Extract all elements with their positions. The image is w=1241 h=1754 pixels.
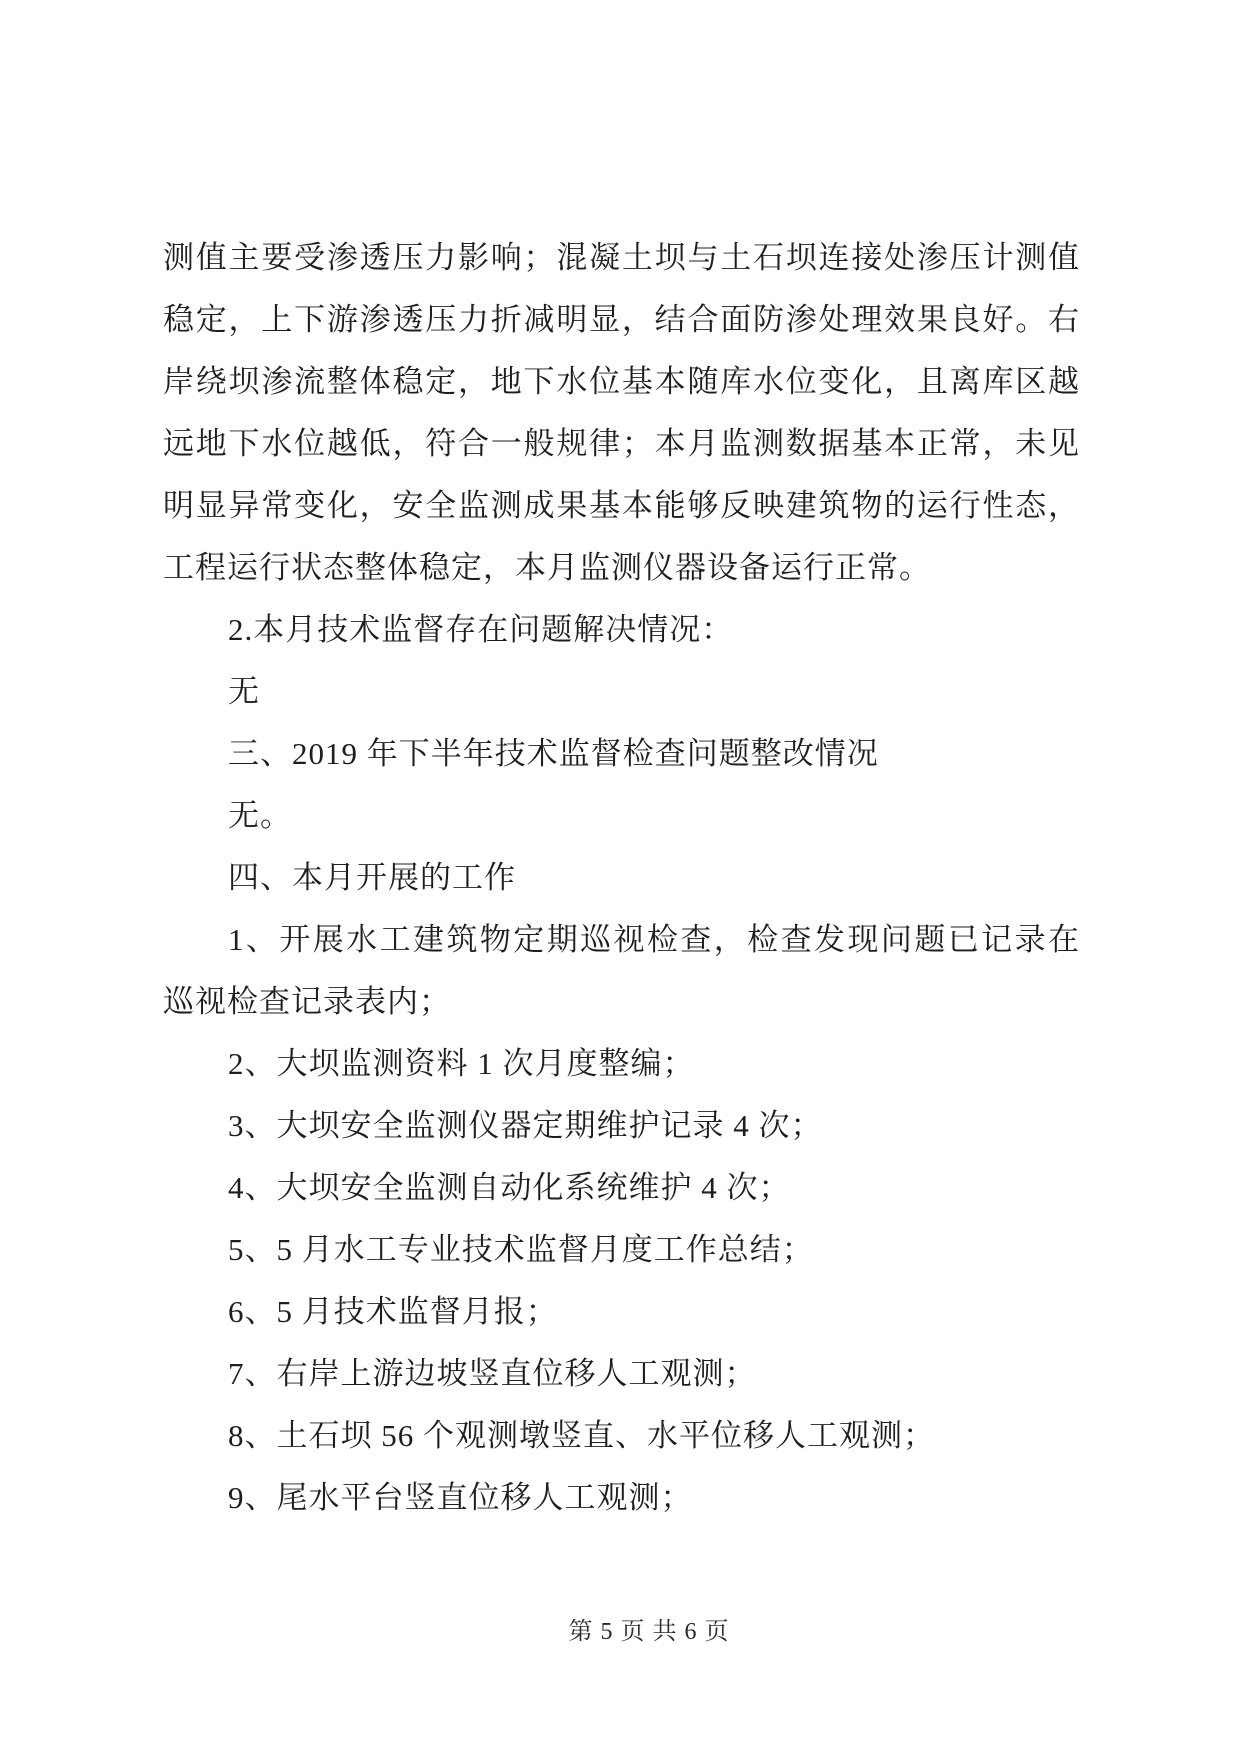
- text-line: 8、土石坝 56 个观测墩竖直、水平位移人工观测；: [228, 1418, 935, 1453]
- text-line: 工程运行状态整体稳定，本月监测仪器设备运行正常。: [163, 550, 931, 585]
- text-line: 无: [228, 674, 260, 709]
- text-line: 4、大坝安全监测自动化系统维护 4 次；: [228, 1170, 791, 1205]
- text-line: 9、尾水平台竖直位移人工观测；: [228, 1480, 693, 1515]
- text-line: 3、大坝安全监测仪器定期维护记录 4 次；: [228, 1108, 823, 1143]
- text-line: 明显异常变化，安全监测成果基本能够反映建筑物的运行性态，: [163, 488, 1080, 523]
- text-line: 远地下水位越低，符合一般规律；本月监测数据基本正常，未见: [163, 426, 1080, 461]
- document-text-block: [163, 227, 1080, 1529]
- text-line: 三、2019 年下半年技术监督检查问题整改情况: [228, 736, 879, 771]
- page-footer: [163, 1608, 1080, 1656]
- text-line: 巡视检查记录表内；: [163, 984, 451, 1019]
- text-line: 稳定，上下游渗透压力折减明显，结合面防渗处理效果良好。右: [163, 302, 1080, 337]
- text-line: 5、5 月水工专业技术监督月度工作总结；: [228, 1232, 814, 1267]
- text-line: 7、右岸上游边坡竖直位移人工观测；: [228, 1356, 757, 1391]
- text-line: 无。: [228, 798, 292, 833]
- text-line: 岸绕坝渗流整体稳定，地下水位基本随库水位变化，且离库区越: [163, 364, 1080, 399]
- text-line: 四、本月开展的工作: [228, 860, 516, 895]
- text-line: 2.本月技术监督存在问题解决情况：: [228, 612, 734, 647]
- text-line: 2、大坝监测资料 1 次月度整编；: [228, 1046, 695, 1081]
- text-line: 1、开展水工建筑物定期巡视检查，检查发现问题已记录在: [228, 922, 1080, 957]
- text-line: 测值主要受渗透压力影响；混凝土坝与土石坝连接处渗压计测值: [163, 240, 1080, 275]
- page-number-text: 第 5 页 共 6 页: [568, 1619, 730, 1645]
- text-line: 6、5 月技术监督月报；: [228, 1294, 558, 1329]
